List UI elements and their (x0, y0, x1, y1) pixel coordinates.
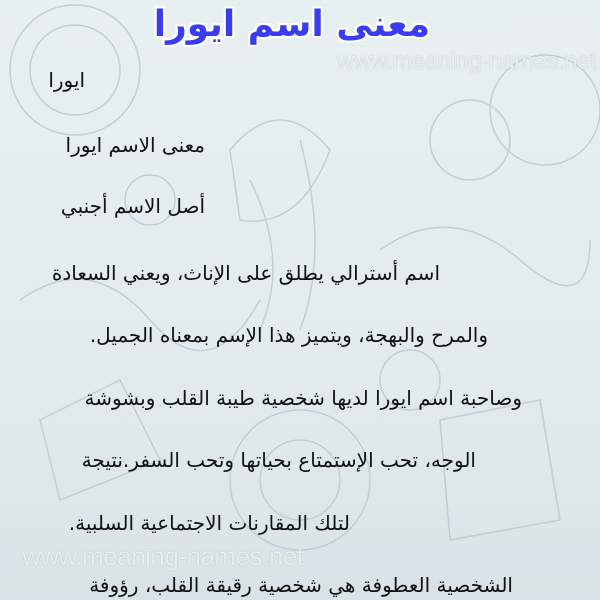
watermark-top: www.meaning-names.net (337, 48, 596, 75)
origin-line: أصل الاسم أجنبي (60, 194, 205, 218)
watermark-bottom: www.meaning-names.net (22, 541, 304, 571)
page-title: معنى اسم ايورا (153, 4, 430, 45)
description-line: وصاحبة اسم ايورا لديها شخصية طيبة القلب وبشوشة (84, 386, 522, 410)
description-line: لتلك المقارنات الاجتماعية السلبية. (68, 511, 350, 535)
meaning-heading: معنى الاسم ايورا (65, 133, 205, 157)
name-line: ايورا (48, 68, 85, 92)
description-line: اسم أسترالي يطلق على الإناث، ويعني السعادة (51, 261, 440, 285)
description-line: الوجه، تحب الإستمتاع بحياتها وتحب السفر.نتيجة (81, 448, 476, 472)
description-line: والمرح والبهجة، ويتميز هذا الإسم بمعناه الجميل. (89, 323, 488, 347)
description-line: الشخصية العطوفة هي شخصية رقيقة القلب، رؤوفة (89, 573, 513, 597)
